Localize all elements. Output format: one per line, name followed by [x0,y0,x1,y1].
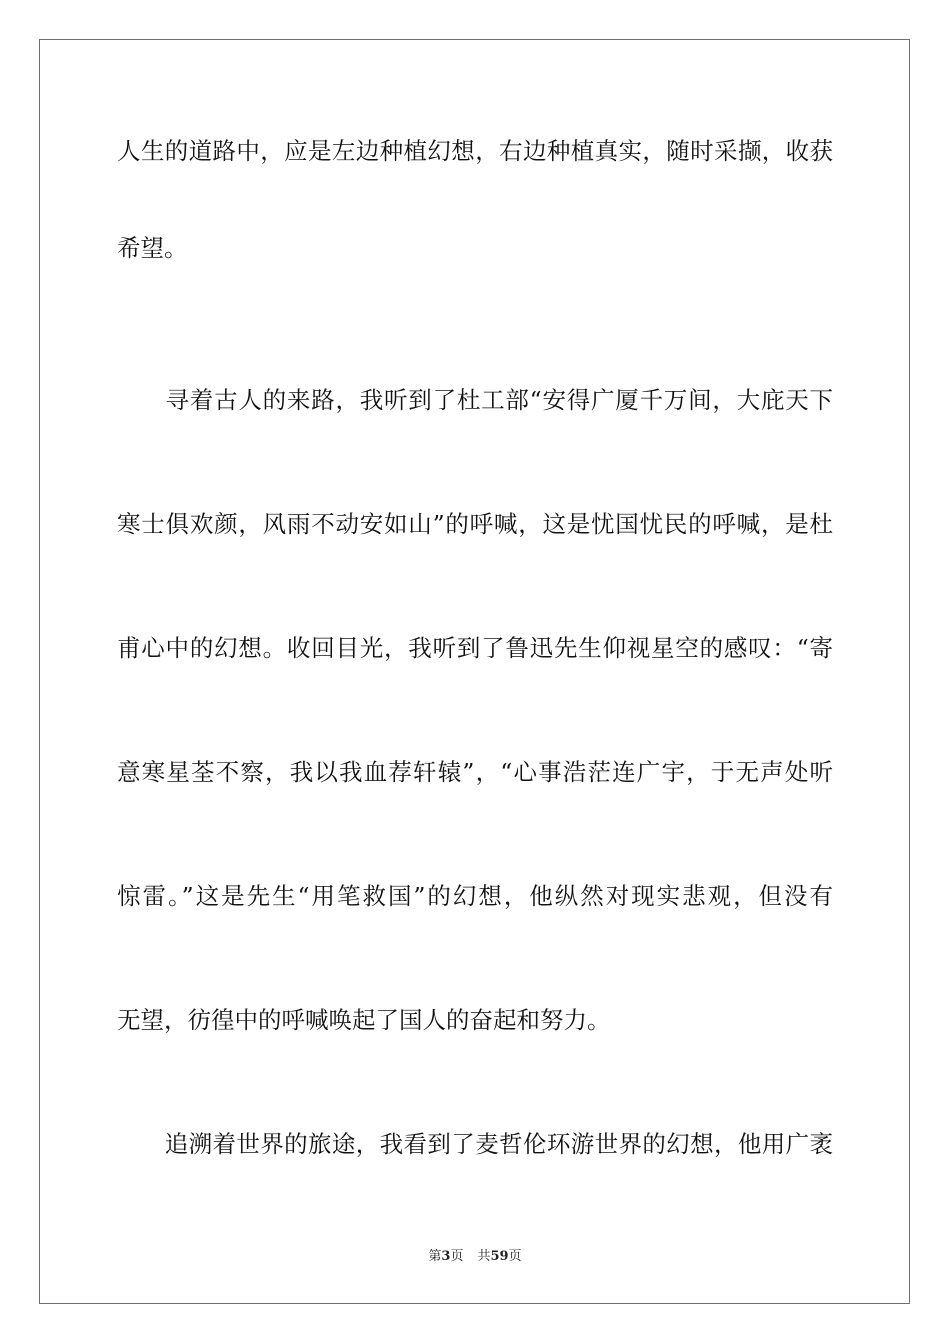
footer-total-prefix: 共 [477,1249,491,1264]
footer-page-suffix: 页 [450,1249,464,1264]
footer-total-suffix: 页 [508,1249,522,1264]
footer-page-number: 3 [441,1249,451,1264]
text-line-8: 无望，彷徨中的呼喊唤起了国人的奋起和努力。 [117,1006,611,1034]
text-line-7: 惊雷。”这是先生“用笔救国”的幻想，他纵然对现实悲观，但没有 [117,882,833,910]
text-line-5: 甫心中的幻想。收回目光，我听到了鲁迅先生仰视星空的感叹：“寄 [117,634,833,662]
footer-total-pages: 59 [490,1249,509,1264]
text-line-2: 希望。 [117,234,188,262]
text-line-4: 寒士俱欢颜，风雨不动安如山”的呼喊，这是忧国忧民的呼喊，是杜 [117,510,833,538]
page-footer [0,1248,950,1266]
footer-page-prefix: 第 [428,1249,442,1264]
text-line-1: 人生的道路中，应是左边种植幻想，右边种植真实，随时采撷，收获 [117,137,833,165]
text-line-6: 意寒星荃不察，我以我血荐轩辕”，“心事浩茫连广宇，于无声处听 [117,758,833,786]
text-line-3: 寻着古人的来路，我听到了杜工部“安得广厦千万间，大庇天下 [117,386,833,414]
text-line-9: 追溯着世界的旅途，我看到了麦哲伦环游世界的幻想，他用广袤 [117,1130,833,1158]
